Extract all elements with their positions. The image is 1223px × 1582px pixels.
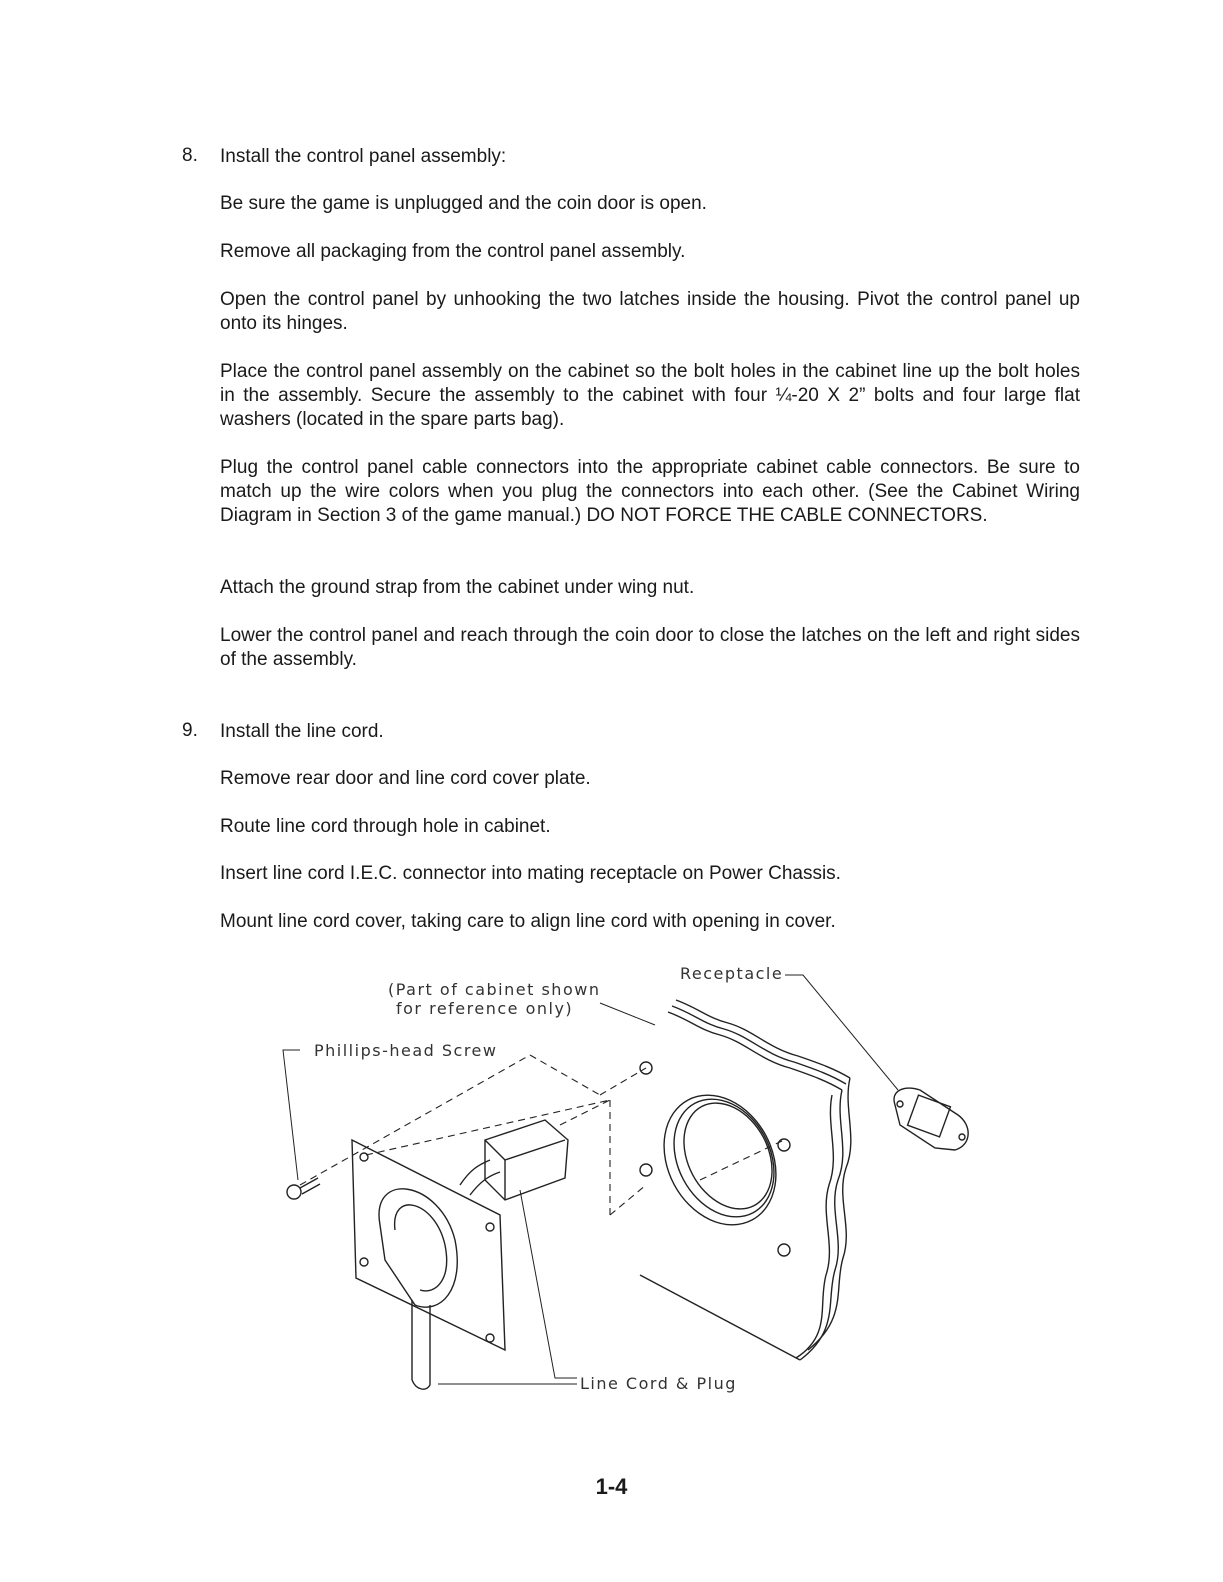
line-cord-installation-diagram [260,950,1020,1410]
label-line-cord: Line Cord & Plug [580,1374,737,1393]
alignment-lines [300,1055,784,1215]
line-cord-and-plug [412,1120,568,1389]
step-8-para-6: Attach the ground strap from the cabinet under wing nut. [220,577,695,598]
step-9-number: 9. [182,720,198,741]
step-9-para-3: Insert line cord I.E.C. connector into mating receptacle on Power Chassis. [220,863,841,884]
step-9-para-4: Mount line cord cover, taking care to align line cord with opening in cover. [220,911,836,932]
label-cabinet-line-1: (Part of cabinet shown [388,980,601,999]
line-cord-cover-plate [352,1140,505,1350]
step-8-number: 8. [182,145,198,166]
step-8-para-4: Place the control panel assembly on the cabinet so the bolt holes in the cabinet line up the bolt holes in the assembly. Secure the assembly to the cabinet with four ¼-20 X 2” bolts and four large flat washers (located in the spare parts bag). [220,361,1080,430]
label-phillips-screw: Phillips-head Screw [314,1041,498,1060]
step-8-para-5: Plug the control panel cable connectors into the appropriate cabinet cable connectors. Be sure to match up the wire colors when you plug the connectors into each other. (See the Cabinet Wiring Diagram in Section 3 of the game manual.) DO NOT FORCE THE CABLE CONNECTORS. [220,457,1080,526]
page-number: 1-4 [595,1474,628,1499]
receptacle [894,1088,968,1150]
label-receptacle: Receptacle [680,964,784,983]
step-8-para-3: Open the control panel by unhooking the two latches inside the housing. Pivot the control panel up onto its hinges. [220,289,1080,334]
step-9-title: Install the line cord. [220,721,384,742]
step-8-para-1: Be sure the game is unplugged and the coin door is open. [220,193,707,214]
step-8-title: Install the control panel assembly: [220,146,507,167]
label-cabinet-line-2: for reference only) [396,999,574,1018]
step-9-para-1: Remove rear door and line cord cover plate. [220,768,591,789]
leader-lines [283,975,898,1384]
phillips-head-screw [287,1178,320,1199]
cabinet-panel [640,1000,851,1360]
step-8-para-2: Remove all packaging from the control panel assembly. [220,241,686,262]
step-9-para-2: Route line cord through hole in cabinet. [220,816,551,837]
step-8-para-7: Lower the control panel and reach through the coin door to close the latches on the left and right sides of the assembly. [220,625,1080,670]
